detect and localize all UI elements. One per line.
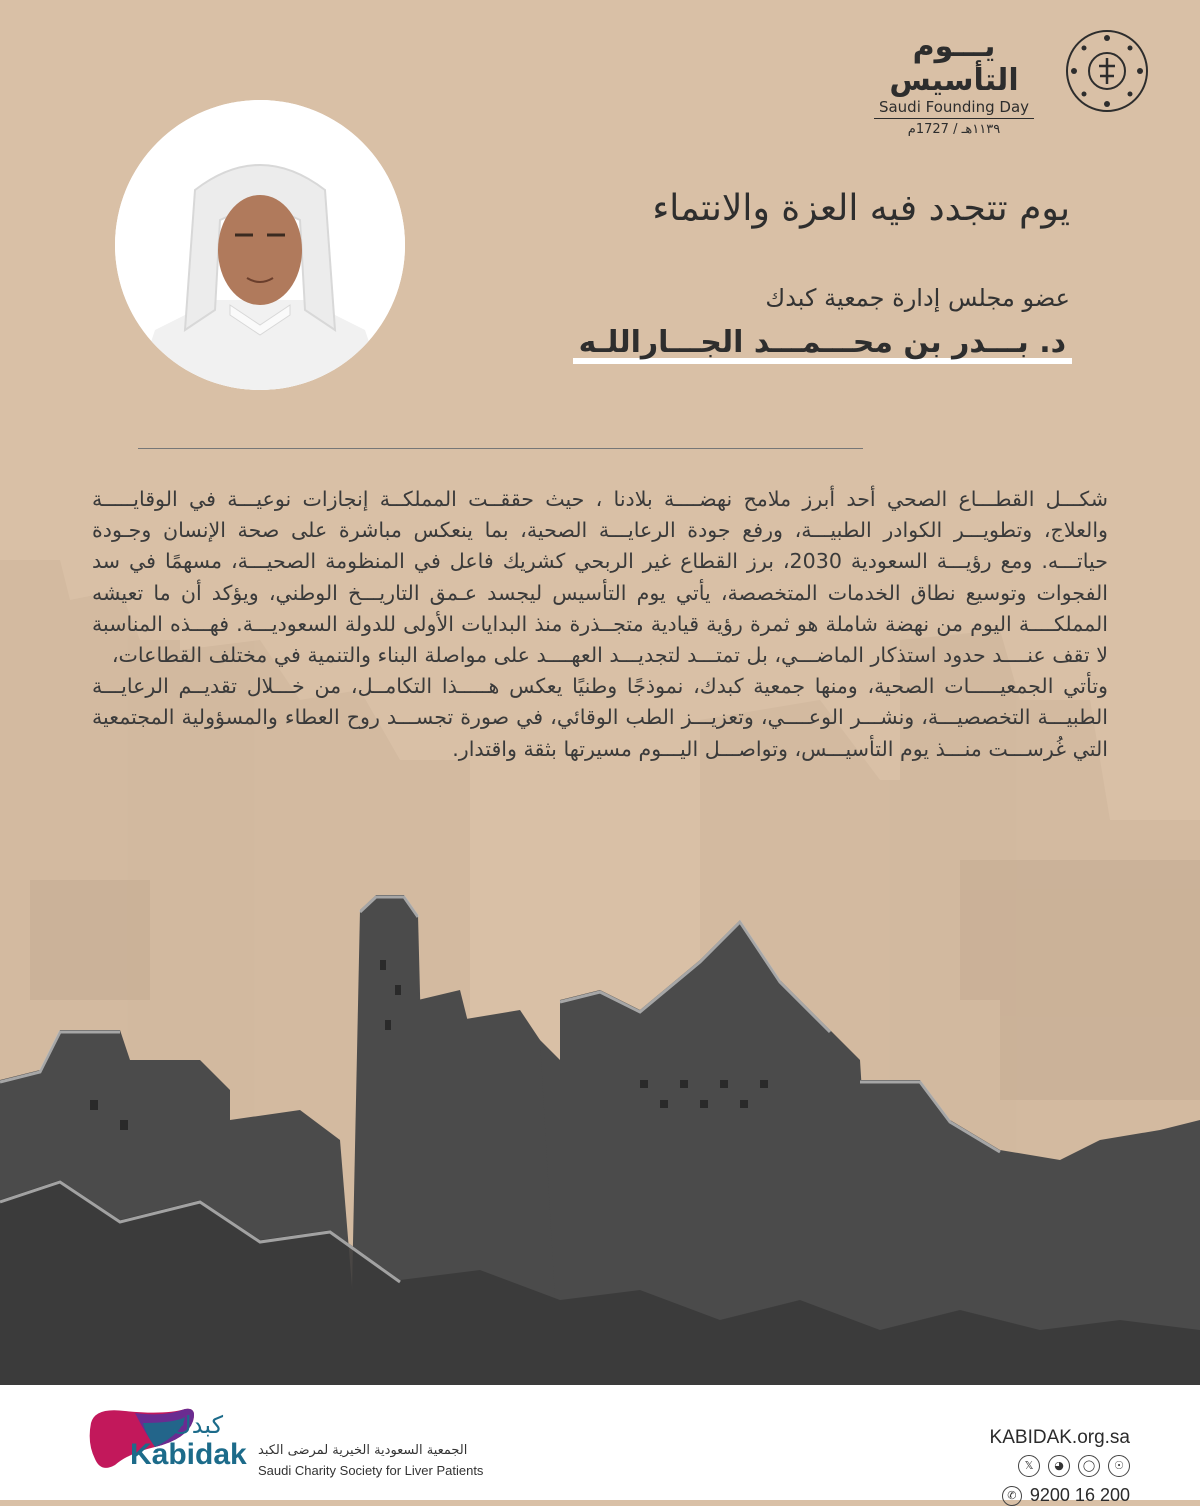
social-links <box>1018 1455 1130 1477</box>
phone-number: 9200 16 200 <box>1029 1485 1130 1505</box>
kabidak-arabic-wordmark: كبدك <box>172 1411 224 1439</box>
x-icon[interactable]: 𝕏 <box>1018 1455 1040 1477</box>
founding-day-arabic: يـــوم التأسيس <box>889 29 1019 98</box>
kabidak-latin-wordmark: Kabidak <box>130 1438 247 1471</box>
founding-day-logo <box>790 22 1150 137</box>
society-name-arabic: الجمعية السعودية الخيرية لمرضى الكبد <box>258 1443 468 1458</box>
snapchat-icon[interactable]: ◕ <box>1048 1455 1070 1477</box>
author-role: عضو مجلس إدارة جمعية كبدك <box>765 284 1070 312</box>
divider-line <box>138 448 863 449</box>
founding-day-seal-icon <box>1064 28 1150 114</box>
founding-day-english: Saudi Founding Day <box>878 98 1030 116</box>
founding-day-wordmark <box>854 30 1054 139</box>
author-name-wrapper <box>572 325 1072 364</box>
phone-contact[interactable] <box>1002 1485 1130 1506</box>
author-portrait <box>115 100 405 390</box>
globe-icon[interactable]: ☉ <box>1108 1455 1130 1477</box>
phone-icon: ✆ <box>1002 1486 1022 1506</box>
instagram-icon[interactable]: ◯ <box>1078 1455 1100 1477</box>
founding-day-date: ١١٣٩هـ / 1727م <box>874 118 1034 139</box>
author-photo <box>115 100 405 390</box>
website-link[interactable]: KABIDAK.org.sa <box>989 1427 1130 1448</box>
footer-bar <box>0 1385 1200 1505</box>
society-name-english: Saudi Charity Society for Liver Patients <box>258 1463 484 1478</box>
article-paragraph-1: شكـــل القطـــاع الصحي أحد أبرز ملامح نهضــــة بلادنا ، حيث حققــت المملكــة إنجازات نوعيـــة في الوقايـــــة والعلاج، وتطويـــر الكوادر الطبيـــة، ورفع جودة الرعايـــة الصحية، بما ينعكس مباشرة على صحة الإنسان وجـودة حياتـــه. ومع رؤيـــة السعودية 2030، برز القطاع غير الربحي كشريك فاعل في المنظومة الصحيـــة، مسهمًا في سد الفجوات وتوسيع نطاق الخدمات المتخصصة، يأتي يوم التأسيس ليجسد عـمق التاريـــخ الوطني، ويؤكد أن ما تعيشه المملكــــة اليوم من نهضة شاملة هو ثمرة رؤية قيادية متجــذرة منذ البدايات الأولى للدولة السعوديـــة. فهـــذه المناسبة لا تقف عنــــد حدود استذكار الماضـــي، بل تمتـــد لتجديـــد العهــــد على مواصلة البناء والتنمية في مختلف القطاعات، <box>92 487 1108 668</box>
author-name: د. بـــدر بن محـــمـــد الجـــاراللـه <box>573 325 1072 364</box>
article-body <box>92 484 1108 765</box>
article-paragraph-2: وتأتي الجمعيـــــات الصحية، ومنها جمعية كبدك، نموذجًا وطنيًا يعكس هـــــذا التكامــل، من خـــلال تقديــم الرعايـــة الطبيـــة التخصصيـــة، ونشـــر الوعــــي، وتعزيـــز الطب الوقائي، في صورة تجســـد روح العطاء والمسؤولية المجتمعية التي غُرســـت منـــذ يوم التأسيـــس، وتواصـــل اليـــوم مسيرتها بثقة واقتدار. <box>92 674 1108 761</box>
article-headline: يوم تتجدد فيه العزة والانتماء <box>652 188 1070 229</box>
